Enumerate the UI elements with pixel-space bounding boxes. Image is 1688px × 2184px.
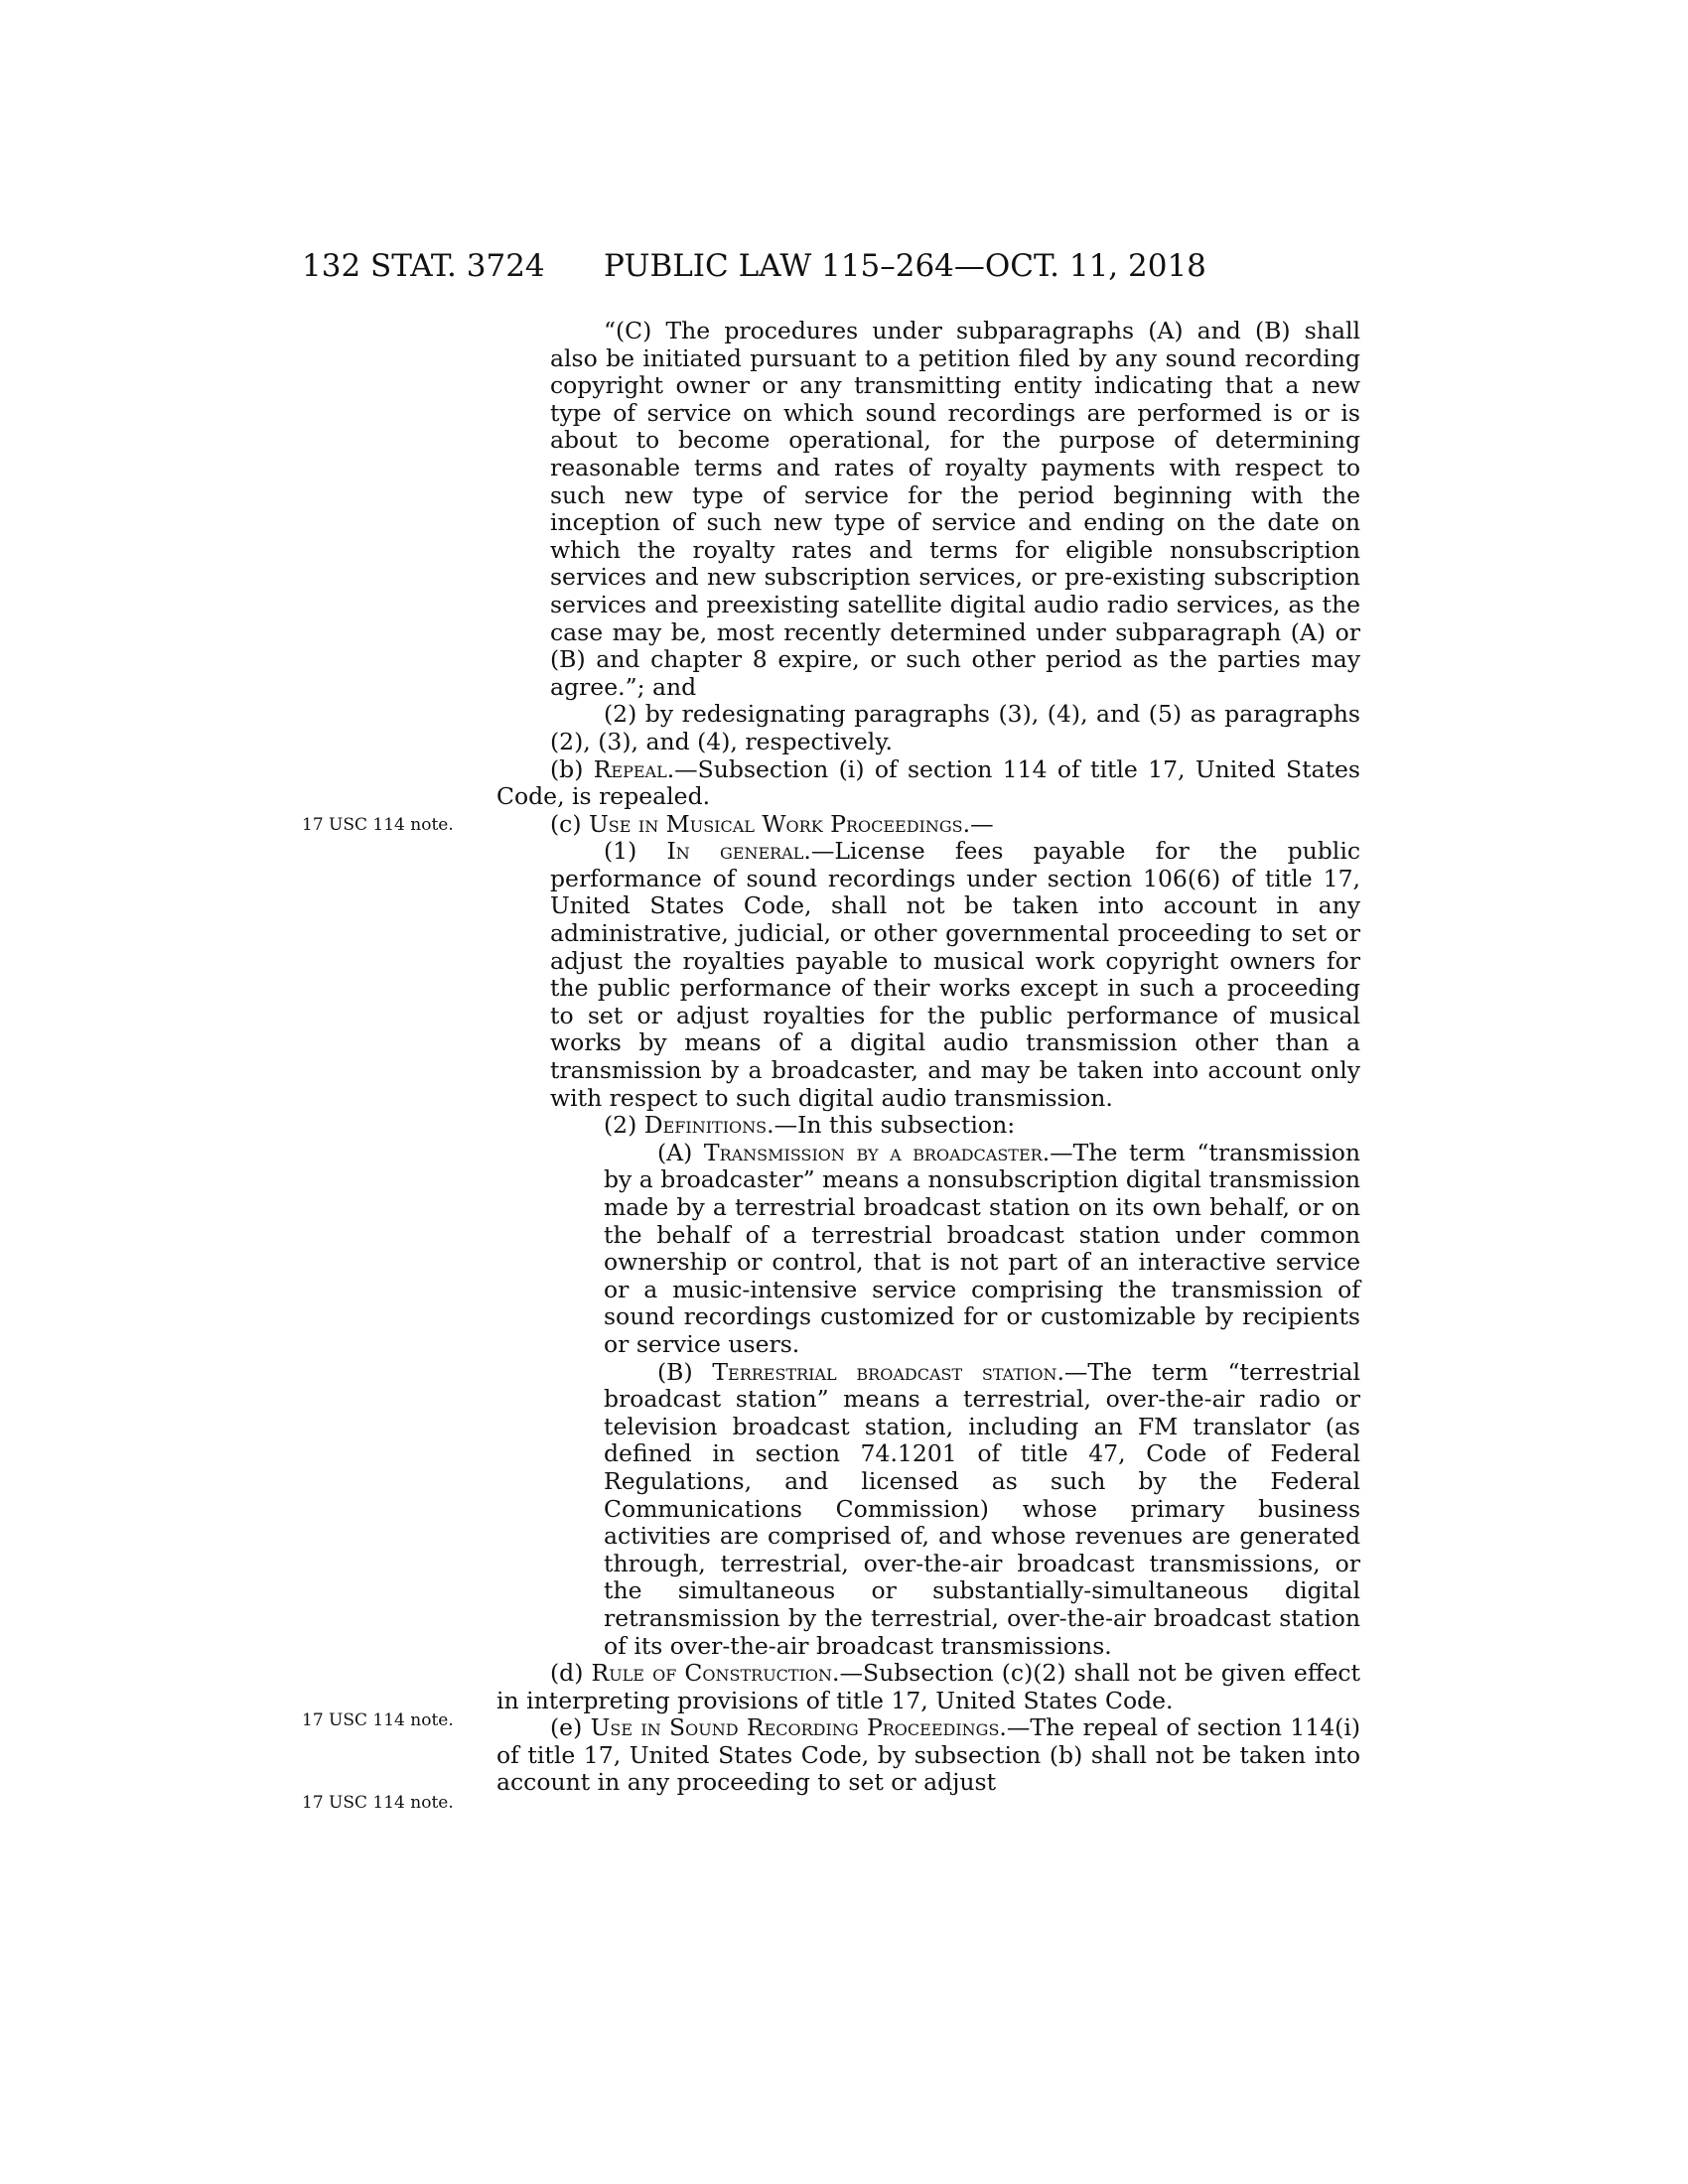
subsection-heading: Repeal (593, 754, 667, 783)
subsection-d: (d) Rule of Construction.—Subsection (c)(2) shall not be given effect in interpreting provisions of title 17, United States Code. (496, 1659, 1360, 1714)
subparagraph-a: (A) Transmission by a broadcaster.—The term “transmission by a broadcaster” means a nonsubscription digital transmission made by a terrestrial broadcast station on its own behalf, or on the behalf of a terrestrial broadcast station under common ownership or control, that is not part of an interactive service or a music-intensive service comprising the transmission of sound recordings customized for or customizable by recipients or service users. (604, 1138, 1361, 1358)
paragraph-heading: In general (666, 837, 804, 866)
margin-note: 17 USC 114 note. (302, 1793, 454, 1813)
paragraph-2-redesignating: (2) by redesignating paragraphs (3), (4), and (5) as paragraphs (2), (3), and (4), respectively. (550, 700, 1360, 755)
margin-note: 17 USC 114 note. (302, 815, 454, 835)
subsection-b: (b) Repeal.—Subsection (i) of section 114 of title 17, United States Code, is repealed. (496, 754, 1360, 811)
subsection-c: (c) Use in Musical Work Proceedings.— (550, 809, 994, 838)
subparagraph-b: (B) Terrestrial broadcast station.—The term “terrestrial broadcast station” means a terrestrial, over-the-air radio or television broadcast station, including an FM translator (as defined in section 74.1201 of title 47, Code of Federal Regulations, and licensed as such by the Federal Communications Commission) whose primary business activities are comprised of, and whose revenues are generated through, terrestrial, over-the-air broadcast transmissions, or the simultaneous or substantially-simultaneous digital retransmission by the terrestrial, over-the-air broadcast station of its over-the-air broadcast transmissions. (604, 1357, 1361, 1660)
margin-note: 17 USC 114 note. (302, 1710, 454, 1730)
paragraph-c-procedures: “(C) The procedures under subparagraphs (A) and (B) shall also be initiated pursuant to a petition filed by any sound recording copyright owner or any transmitting entity indicating that a new type of service on which sound recordings are performed is or is about to become operational, for the purpose of determining reasonable terms and rates of royalty payments with respect to such new type of service for the period beginning with the inception of such new type of service and ending on the date on which the royalty rates and terms for eligible nonsubscription services and new subscription services, or pre-existing subscription services and preexisting satellite digital audio radio services, as the case may be, most recently determined under subparagraph (A) or (B) and chapter 8 expire, or such other period as the parties may agree.”; and (550, 317, 1360, 701)
subsection-heading: Rule of Construction (591, 1659, 833, 1688)
paragraph-c2: (2) Definitions.—In this subsection: (604, 1111, 1016, 1140)
subsection-heading: Use in Musical Work Proceedings (588, 809, 963, 838)
subparagraph-heading: Terrestrial broadcast station (712, 1357, 1057, 1386)
statute-body (496, 318, 1360, 1797)
page-reference: 132 STAT. 3724 (302, 248, 545, 284)
subsection-e: (e) Use in Sound Recording Proceedings.—The repeal of section 114(i) of title 17, United States Code, by subsection (b) shall not be taken into account in any proceeding to set or adjust (496, 1713, 1361, 1797)
paragraph-heading: Definitions (643, 1111, 768, 1140)
page-title: PUBLIC LAW 115–264—OCT. 11, 2018 (604, 248, 1206, 284)
subparagraph-heading: Transmission by a broadcaster (703, 1138, 1043, 1166)
subsection-heading: Use in Sound Recording Proceedings (590, 1713, 1000, 1742)
paragraph-c1: (1) In general.—License fees payable for the public performance of sound recordings under section 106(6) of title 17, United States Code, shall not be taken into account in any administrative, judicial, or other governmental proceeding to set or adjust the royalties payable to musical work copyright owners for the public performance of their works except in such a proceeding to set or adjust royalties for the public performance of musical works by means of a digital audio transmission other than a transmission by a broadcaster, and may be taken into account only with respect to such digital audio transmission. (550, 837, 1360, 1112)
